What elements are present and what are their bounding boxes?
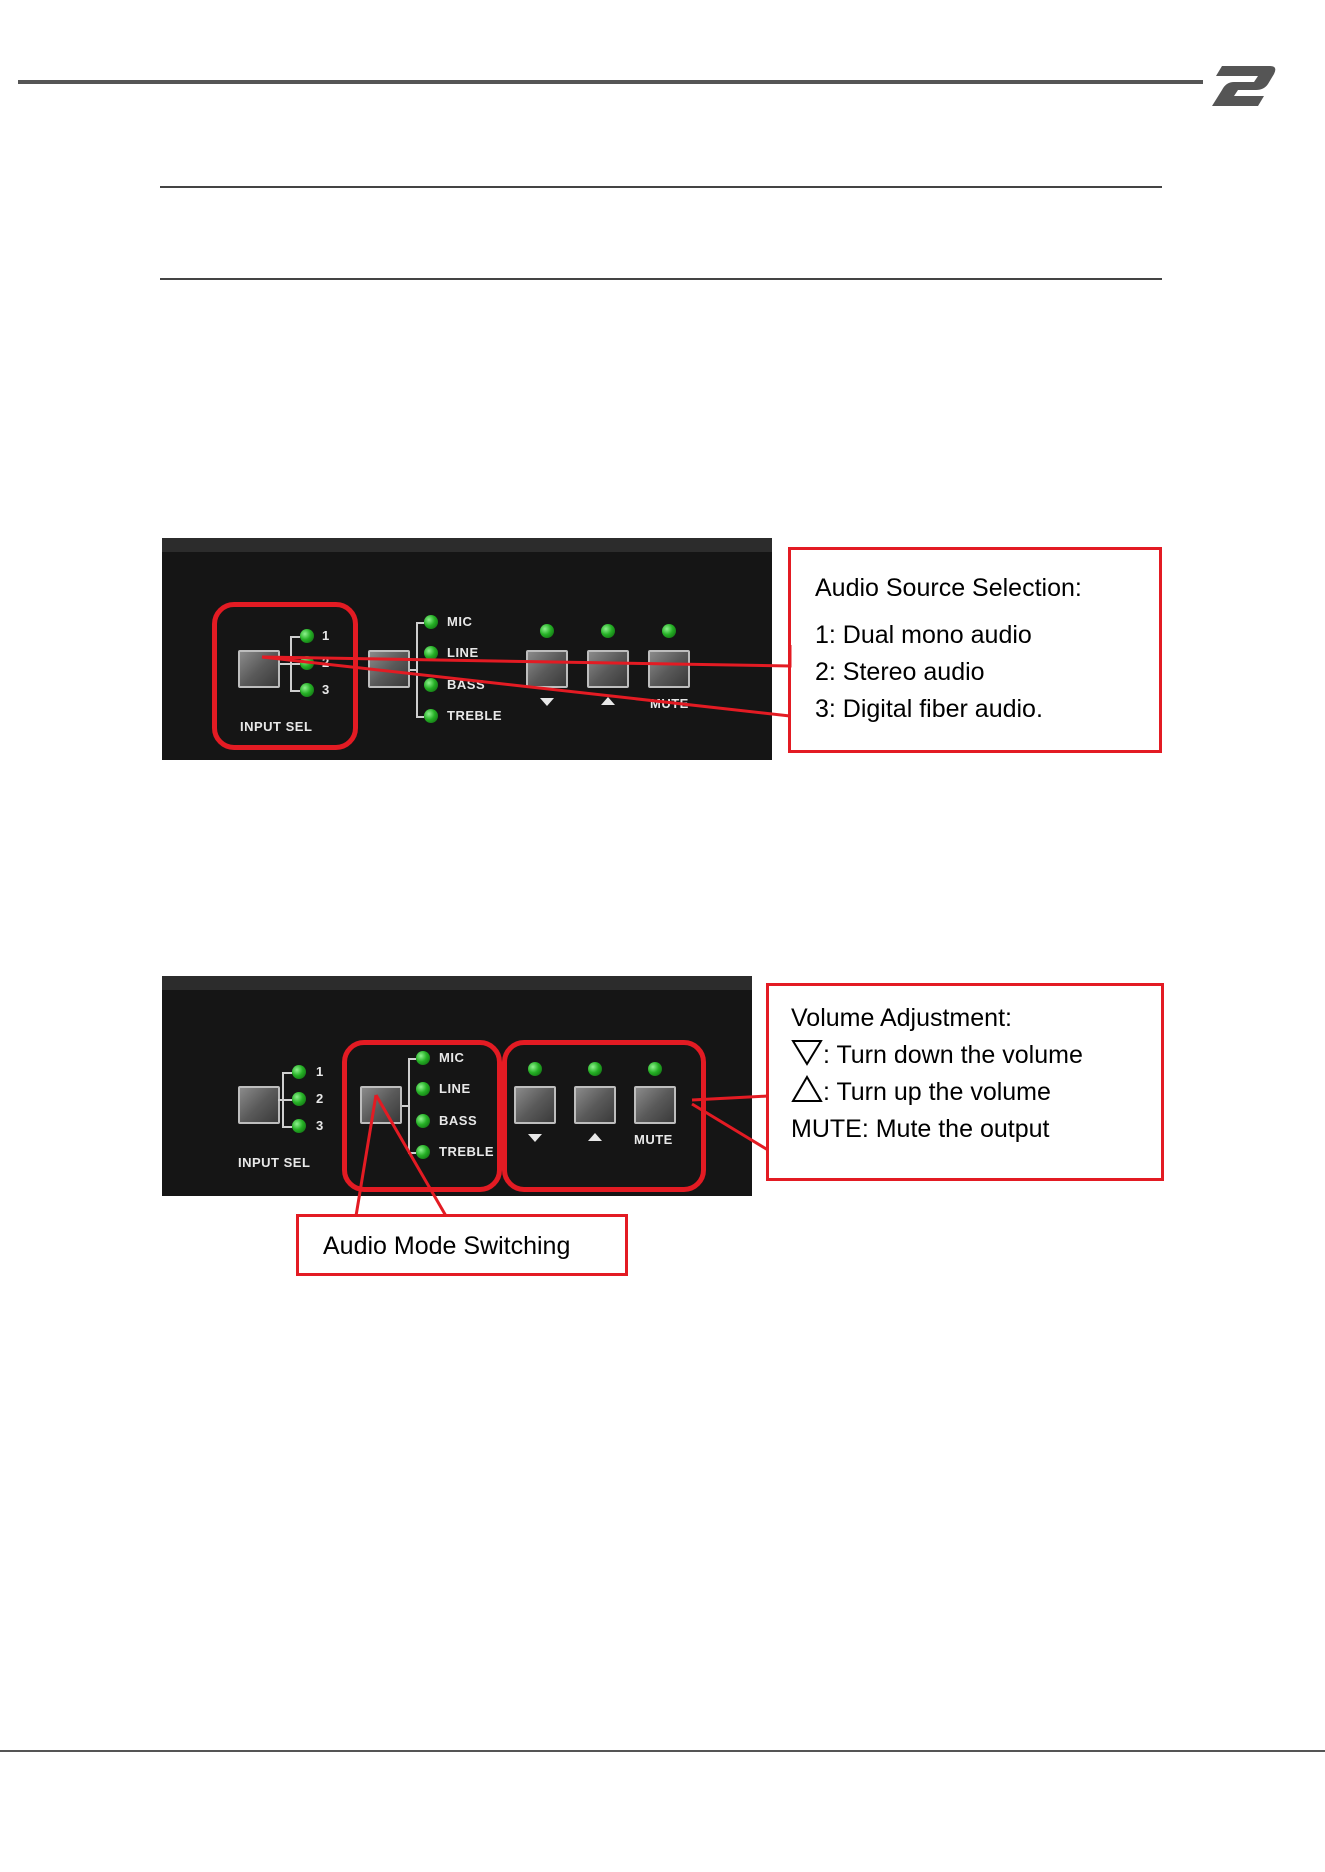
volume-callout-title: Volume Adjustment: — [791, 1004, 1012, 1032]
source-item-1: 1: Dual mono audio — [815, 621, 1032, 649]
mic-label: MIC — [447, 614, 473, 629]
mic-label: MIC — [439, 1050, 465, 1065]
brand-logo-icon — [1208, 62, 1280, 110]
input-2-led — [292, 1092, 306, 1106]
mode-switching-callout — [296, 1214, 628, 1276]
front-panel-figure-2 — [162, 976, 752, 1196]
bass-label: BASS — [447, 677, 486, 692]
front-panel-figure-1 — [162, 538, 772, 760]
line-label: LINE — [447, 645, 479, 660]
source-item-2: 2: Stereo audio — [815, 658, 985, 686]
volume-down-button[interactable] — [526, 650, 568, 688]
mute-item: MUTE: Mute the output — [791, 1115, 1050, 1143]
section-rule-top — [160, 186, 1162, 188]
input-1-label: 1 — [322, 628, 330, 643]
mode-button[interactable] — [368, 650, 410, 688]
input-2-label: 2 — [322, 655, 330, 670]
line-label: LINE — [439, 1081, 471, 1096]
triangle-up-icon — [791, 1075, 823, 1103]
input-sel-highlight — [212, 602, 358, 750]
source-selection-callout — [788, 547, 1162, 753]
volume-down-icon — [540, 698, 554, 706]
volume-highlight — [502, 1040, 706, 1192]
vol-down-led — [540, 624, 554, 638]
mute-label: MUTE — [634, 1132, 673, 1147]
input-3-label: 3 — [322, 682, 330, 697]
input-1-led — [292, 1065, 306, 1079]
bass-label: BASS — [439, 1113, 478, 1128]
mute-button[interactable] — [648, 650, 690, 688]
volume-adjustment-callout — [766, 983, 1164, 1181]
source-callout-title: Audio Source Selection: — [815, 574, 1082, 602]
volume-up-button[interactable] — [587, 650, 629, 688]
mic-led — [424, 615, 438, 629]
input-2-label: 2 — [316, 1091, 324, 1106]
header-rule — [18, 80, 1203, 84]
treble-led — [424, 709, 438, 723]
line-led — [424, 646, 438, 660]
section-rule-bottom — [160, 278, 1162, 280]
input-sel-button[interactable] — [238, 1086, 280, 1124]
treble-label: TREBLE — [439, 1144, 494, 1159]
footer-rule — [0, 1750, 1325, 1752]
input-3-led — [292, 1119, 306, 1133]
mute-label: MUTE — [650, 696, 689, 711]
mode-callout-title: Audio Mode Switching — [323, 1232, 571, 1260]
volume-up-icon — [601, 697, 615, 705]
treble-label: TREBLE — [447, 708, 502, 723]
input-3-label: 3 — [316, 1118, 324, 1133]
vol-up-led — [601, 624, 615, 638]
volume-down-item — [791, 1037, 1161, 1074]
input-sel-label: INPUT SEL — [240, 719, 313, 734]
input-sel-label: INPUT SEL — [238, 1155, 311, 1170]
mode-highlight — [342, 1040, 502, 1192]
triangle-down-icon — [791, 1038, 823, 1066]
source-item-3: 3: Digital fiber audio. — [815, 695, 1043, 723]
volume-up-item — [791, 1074, 1161, 1111]
volume-down-text: : Turn down the volume — [823, 1041, 1083, 1069]
bass-led — [424, 678, 438, 692]
mute-led — [662, 624, 676, 638]
volume-up-text: : Turn up the volume — [823, 1078, 1051, 1106]
input-1-label: 1 — [316, 1064, 324, 1079]
